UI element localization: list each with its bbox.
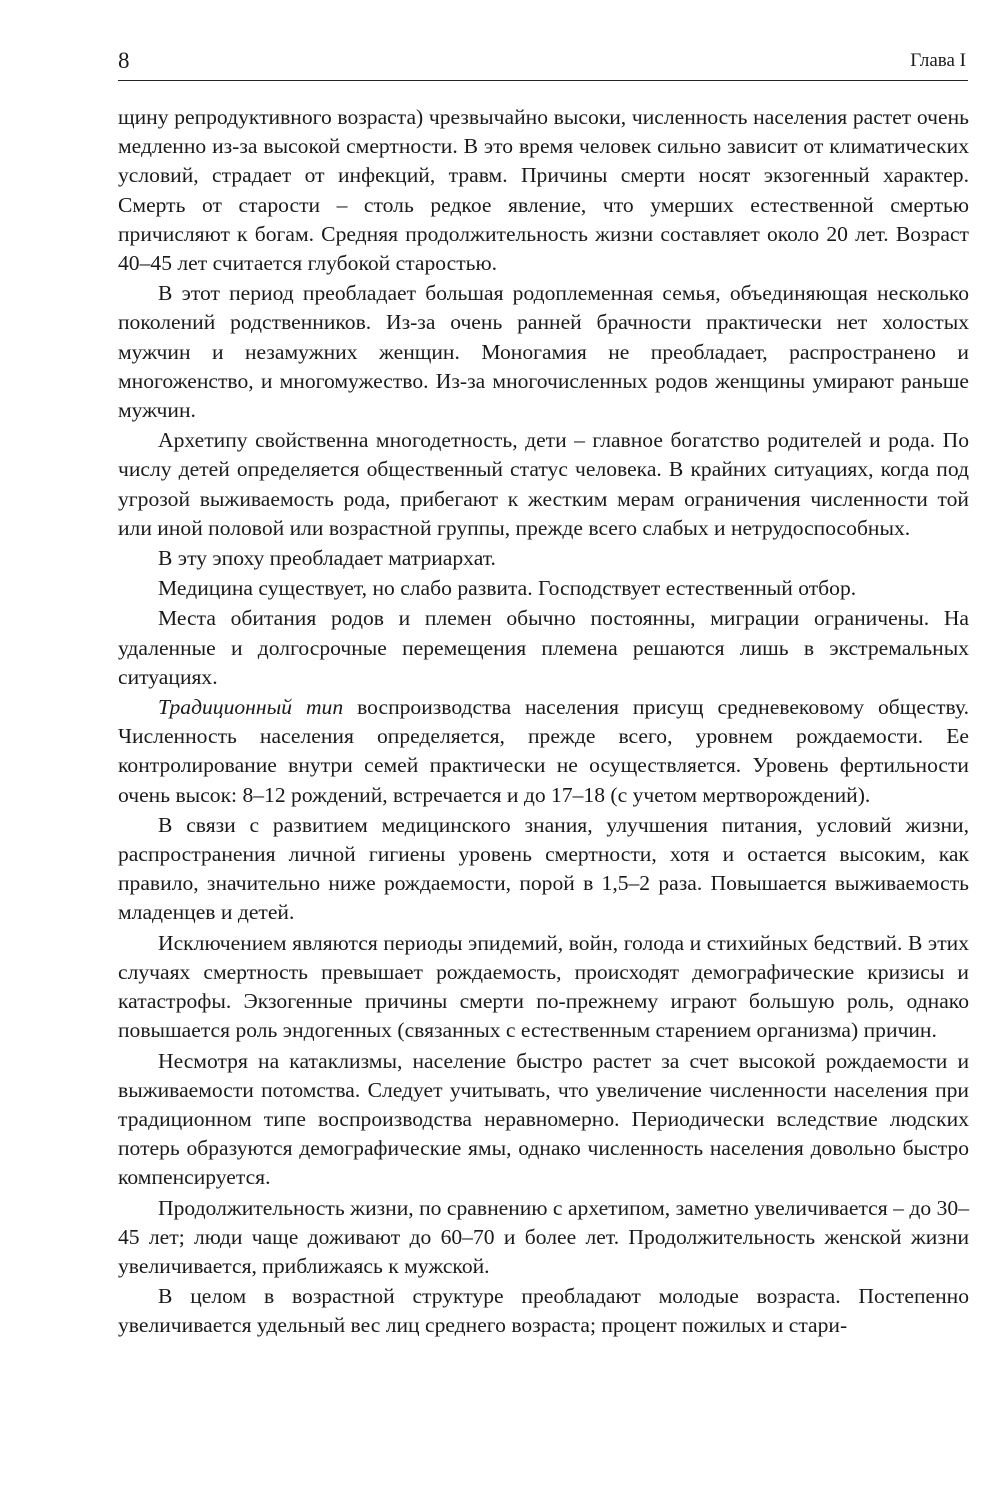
paragraph: Исключением являются периоды эпидемий, войн, голода и стихийных бедствий. В этих случаях смертность превышает рождаемость, происходят демографические кризисы и катастрофы. Экзогенные причины смерти по-прежнему играют большую роль, однако повышается роль эндогенных (связанных с естественным старением организма) причин. xyxy=(118,930,969,1043)
paragraph: Места обитания родов и племен обычно постоянны, миграции ограничены. На удаленные и долгосрочные перемещения племена решаются лишь в экстремальных ситуациях. xyxy=(118,606,969,689)
paragraph: Продолжительность жизни, по сравнению с архетипом, заметно увеличивается – до 30–45 лет; люди чаще доживают до 60–70 и более лет. Продолжительность женской жизни увеличивается, приближаясь к мужской. xyxy=(118,1195,969,1278)
paragraph: В этот период преобладает большая родоплеменная семья, объединяющая несколько поколений родственников. Из-за очень ранней брачности практически нет холостых мужчин и незамужних женщин. Моногамия не преобладает, распространено и многоженство, и многомужество. Из-за многочисленных родов женщины умирают раньше мужчин. xyxy=(118,281,969,423)
paragraph: Медицина существует, но слабо развита. Господствует естественный отбор. xyxy=(158,576,857,601)
paragraph-text: воспроизводства населения присущ средневековому обществу. Численность населения определяется, прежде всего, уровнем рождаемости. Ее контролирование внутри семей практически не осуществляется. Уровень фертильности очень высок: 8–12 рождений, встречается и до 17–18 (с учетом мертворождений). xyxy=(118,695,970,807)
chapter-title: Глава I xyxy=(910,50,966,71)
page-body xyxy=(118,103,969,1342)
paragraph: В связи с развитием медицинского знания, улучшения питания, условий жизни, распространения личной гигиены уровень смертности, хотя и остается высоким, как правило, значительно ниже рождаемости, порой в 1,5–2 раза. Повышается выживаемость младенцев и детей. xyxy=(118,812,969,925)
paragraph: щину репродуктивного возраста) чрезвычайно высоки, численность населения растет очень медленно из-за высокой смертности. В это время человек сильно зависит от климатических условий, страдает от инфекций, травм. Причины смерти носят экзогенный характер. Смерть от старости – столь редкое явление, что умерших естественной смертью причисляют к богам. Средняя продолжительность жизни составляет около 20 лет. Возраст 40–45 лет считается глубокой старостью. xyxy=(118,105,969,276)
paragraph xyxy=(118,693,969,810)
paragraph: В эту эпоху преобладает матриархат. xyxy=(158,546,496,571)
paragraph: Несмотря на катаклизмы, население быстро растет за счет высокой рождаемости и выживаемости потомства. Следует учитывать, что увеличение численности населения при традиционном типе воспроизводства неравномерно. Периодически вследствие людских потерь образуются демографические ямы, однако численность населения довольно быстро компенсируется. xyxy=(118,1048,969,1190)
page-number: 8 xyxy=(118,48,130,73)
term-traditional-type: Традиционный тип xyxy=(158,695,344,720)
paragraph: В целом в возрастной структуре преобладают молодые возраста. Постепенно увеличивается удельный вес лиц среднего возраста; процент пожилых и стари- xyxy=(118,1284,969,1338)
paragraph: Архетипу свойственна многодетность, дети – главное богатство родителей и рода. По числу детей определяется общественный статус человека. В крайних ситуациях, когда под угрозой выживаемость рода, прибегают к жестким мерам ограничения численности той или иной половой или возрастной группы, прежде всего слабых и нетрудоспособных. xyxy=(118,428,969,540)
page-header xyxy=(118,48,968,81)
